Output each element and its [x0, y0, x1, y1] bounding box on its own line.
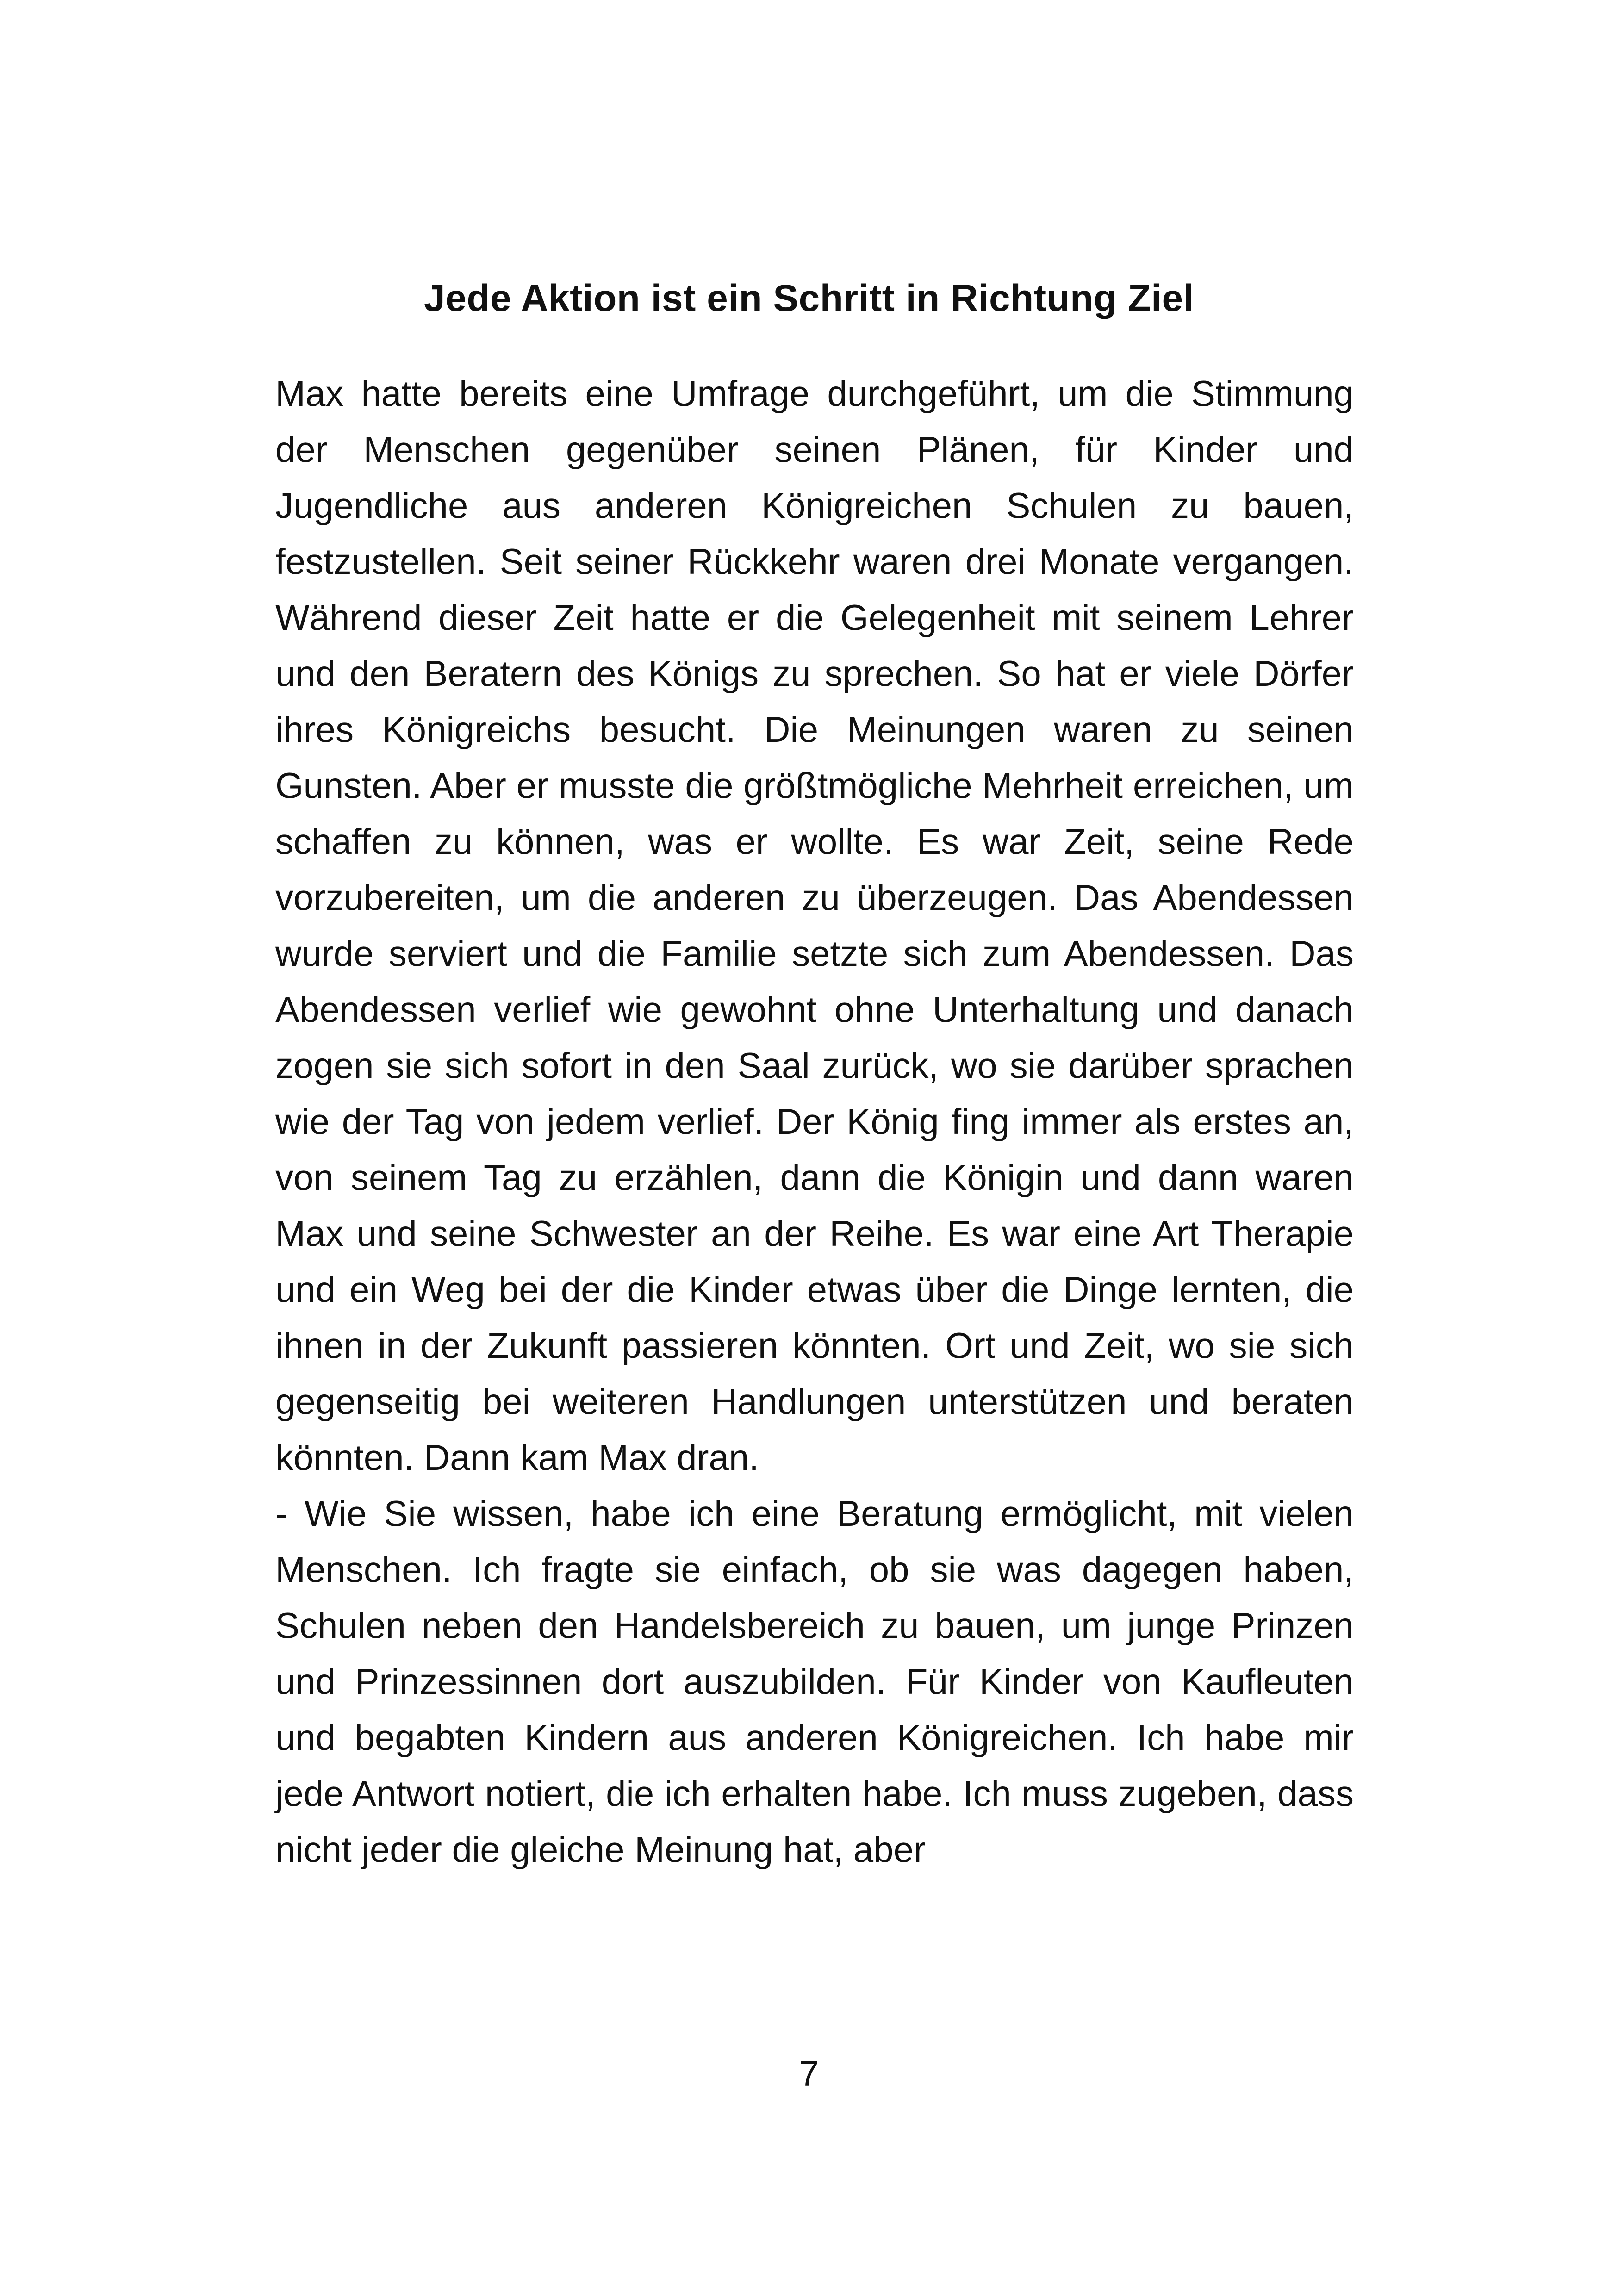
paragraph-dialogue: - Wie Sie wissen, habe ich eine Beratung ermöglicht, mit vielen Menschen. Ich fragte sie einfach, ob sie was dagegen haben, Schulen neben den Handelsbereich zu bauen, um junge Prinzen und Prinzessinnen dort auszubilden. Für Kinder von Kaufleuten und begabten Kindern aus anderen Königreichen. Ich habe mir jede Antwort notiert, die ich erhalten habe. Ich muss zugeben, dass nicht jeder die gleiche Meinung hat, aber	[275, 1493, 1354, 1870]
chapter-title: Jede Aktion ist ein Schritt in Richtung Ziel	[424, 277, 1194, 319]
body-text	[275, 366, 1354, 1878]
page-number: 7	[799, 2053, 819, 2094]
paragraph-narration: Max hatte bereits eine Umfrage durchgeführt, um die Stimmung der Menschen gegenüber seinen Plänen, für Kinder und Jugendliche aus anderen Königreichen Schulen zu bauen, festzustellen. Seit seiner Rückkehr waren drei Monate vergangen. Während dieser Zeit hatte er die Gelegenheit mit seinem Lehrer und den Beratern des Königs zu sprechen. So hat er viele Dörfer ihres Königreichs besucht. Die Meinungen waren zu seinen Gunsten. Aber er musste die größtmögliche Mehrheit erreichen, um schaffen zu können, was er wollte. Es war Zeit, seine Rede vorzubereiten, um die anderen zu überzeugen. Das Abendessen wurde serviert und die Familie setzte sich zum Abendessen. Das Abendessen verlief wie gewohnt ohne Unterhaltung und danach zogen sie sich sofort in den Saal zurück, wo sie darüber sprachen wie der Tag von jedem verlief. Der König fing immer als erstes an, von seinem Tag zu erzählen, dann die Königin und dann waren Max und seine Schwester an der Reihe. Es war eine Art Therapie und ein Weg bei der die Kinder etwas über die Dinge lernten, die ihnen in der Zukunft passieren könnten. Ort und Zeit, wo sie sich gegenseitig bei weiteren Handlungen unterstützen und beraten könnten. Dann kam Max dran.	[275, 373, 1354, 1478]
